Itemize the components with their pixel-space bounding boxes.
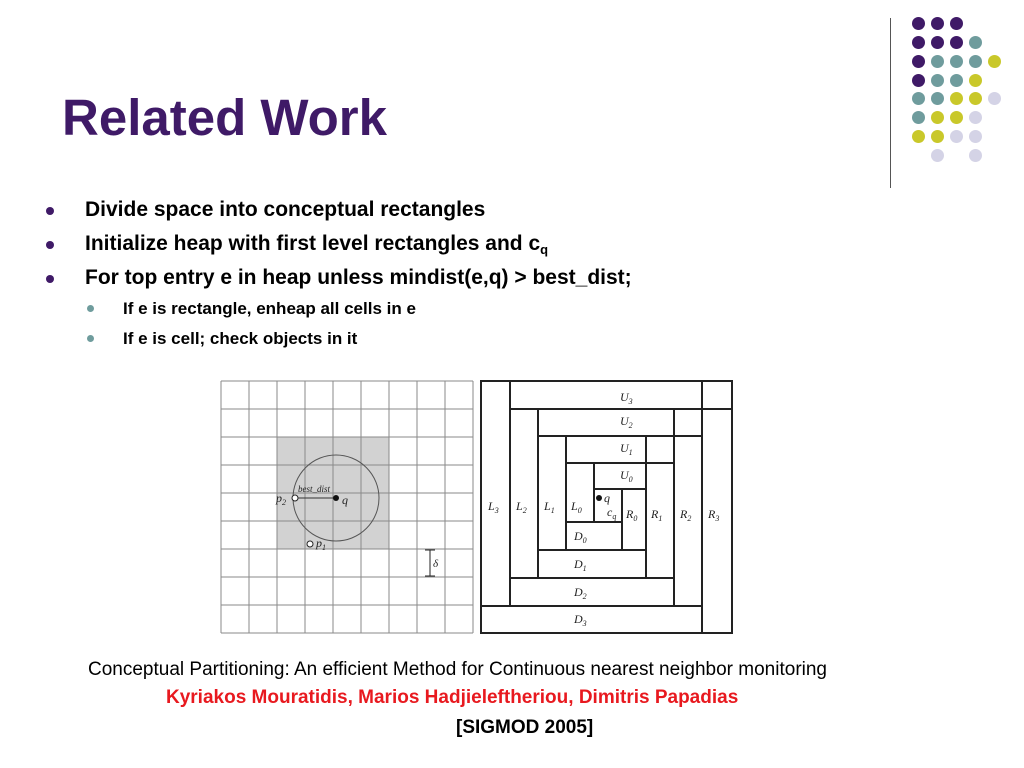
decor-dot xyxy=(912,36,925,49)
grid-partition-figure xyxy=(218,378,476,638)
decor-dot xyxy=(931,74,944,87)
decor-dot xyxy=(931,55,944,68)
band-U1 xyxy=(566,436,646,463)
decor-dot xyxy=(950,111,963,124)
bullet-dot-icon xyxy=(46,207,54,215)
label-cq: $c_q$ xyxy=(607,505,617,521)
decor-dot xyxy=(912,17,925,30)
decor-dot xyxy=(969,55,982,68)
decor-dot xyxy=(950,130,963,143)
q-label: q xyxy=(342,493,348,507)
decor-dot xyxy=(931,130,944,143)
label-D2: $D_2$ xyxy=(574,585,587,601)
label-L1: $L_1$ xyxy=(544,499,555,515)
sub-bullet-item xyxy=(123,299,416,319)
band-U2 xyxy=(538,409,674,436)
query-point-q xyxy=(596,495,602,501)
slide-title: Related Work xyxy=(62,89,387,146)
sub-bullet-dot-icon xyxy=(87,335,94,342)
decor-dot xyxy=(950,36,963,49)
label-q: q xyxy=(604,491,610,505)
decor-dot xyxy=(969,36,982,49)
query-point-q xyxy=(333,495,339,501)
decor-dot xyxy=(912,92,925,105)
paper-authors: Kyriakos Mouratidis, Marios Hadjieleftheriou, Dimitris Papadias xyxy=(166,687,739,708)
bullet-text: Divide space into conceptual rectangles xyxy=(85,198,486,221)
band-D1 xyxy=(538,550,646,578)
decor-dot xyxy=(931,36,944,49)
decor-dot xyxy=(931,17,944,30)
point-p2 xyxy=(292,495,298,501)
label-L2: $L_2$ xyxy=(516,499,527,515)
bullet-text: Initialize heap with first level rectangles and c xyxy=(85,232,541,255)
decor-dot xyxy=(969,130,982,143)
decor-dot xyxy=(988,92,1001,105)
decor-dot xyxy=(912,130,925,143)
label-U0: $U_0$ xyxy=(620,468,633,484)
sub-bullet-dot-icon xyxy=(87,305,94,312)
decor-dot xyxy=(969,149,982,162)
bullet-dot-icon xyxy=(46,241,54,249)
label-R0: $R_0$ xyxy=(626,507,638,523)
decor-dot xyxy=(950,17,963,30)
decor-dot xyxy=(969,111,982,124)
decor-dot xyxy=(912,74,925,87)
label-D1: $D_1$ xyxy=(574,557,587,573)
bullet-text: If e is rectangle, enheap all cells in e xyxy=(123,299,416,318)
label-L0: $L_0$ xyxy=(571,499,582,515)
decor-dot xyxy=(950,55,963,68)
band-L1 xyxy=(538,436,566,550)
bullet-item xyxy=(85,232,548,257)
title-divider-line xyxy=(890,18,891,188)
bullet-text: If e is cell; check objects in it xyxy=(123,329,358,348)
decor-dot xyxy=(912,55,925,68)
label-R1: $R_1$ xyxy=(651,507,663,523)
label-D0: $D_0$ xyxy=(574,529,587,545)
decor-dot xyxy=(950,74,963,87)
band-L2 xyxy=(510,409,538,578)
bullet-text: For top entry e in heap unless mindist(e,q) > best_dist; xyxy=(85,266,632,289)
sub-bullet-item xyxy=(123,329,357,349)
label-U1: $U_1$ xyxy=(620,441,633,457)
decor-dot xyxy=(950,92,963,105)
band-L3 xyxy=(481,381,510,606)
bullet-item xyxy=(85,198,485,222)
bullet-item xyxy=(85,266,632,290)
decor-dot xyxy=(912,111,925,124)
p1-label: $p_1$ xyxy=(316,536,326,552)
paper-title: Conceptual Partitioning: An efficient Method for Continuous nearest neighbor monitoring xyxy=(88,659,827,680)
conceptual-partition-figure xyxy=(480,380,734,635)
decor-dot xyxy=(969,92,982,105)
label-U2: $U_2$ xyxy=(620,414,633,430)
label-D3: $D_3$ xyxy=(574,612,587,628)
band-D3 xyxy=(481,606,702,633)
decor-dot xyxy=(931,111,944,124)
best-dist-label: best_dist xyxy=(298,484,331,494)
p2-label: $p_2$ xyxy=(276,491,286,507)
decor-dot xyxy=(931,149,944,162)
label-R2: $R_2$ xyxy=(680,507,692,523)
paper-venue: [SIGMOD 2005] xyxy=(456,717,594,738)
band-D2 xyxy=(510,578,674,606)
point-p1 xyxy=(307,541,313,547)
decor-dot xyxy=(988,55,1001,68)
bullet-dot-icon xyxy=(46,275,54,283)
decor-dot xyxy=(969,74,982,87)
delta-label: δ xyxy=(433,558,439,570)
band-U3 xyxy=(510,381,702,409)
decor-dot xyxy=(931,92,944,105)
label-U3: $U_3$ xyxy=(620,390,633,406)
label-R3: $R_3$ xyxy=(708,507,720,523)
label-L3: $L_3$ xyxy=(488,499,499,515)
bullet-subscript: q xyxy=(540,242,549,257)
